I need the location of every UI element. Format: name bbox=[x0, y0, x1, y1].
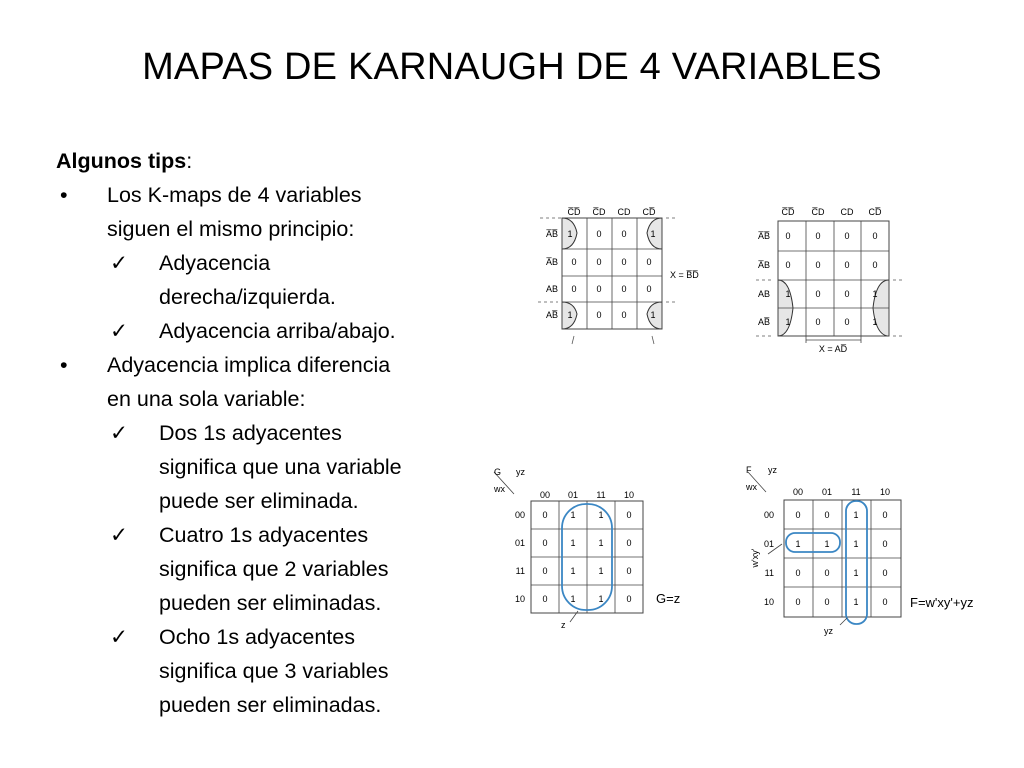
kmap-3-cell: 0 bbox=[626, 538, 632, 548]
kmap-2 bbox=[748, 196, 908, 361]
kmap-1-cell: 1 bbox=[567, 310, 573, 320]
kmap-1-col-header: CD̅ bbox=[642, 207, 656, 217]
kmap-4-cell: 0 bbox=[824, 510, 830, 520]
kmap-1-diagram bbox=[530, 196, 705, 356]
check-text: significa que una variable bbox=[159, 455, 402, 479]
kmap-1-col-header: CD bbox=[617, 207, 631, 217]
checkmark-icon: ✓ bbox=[110, 251, 129, 275]
kmap-3-cell: 0 bbox=[626, 594, 632, 604]
kmap-3-col-header: 11 bbox=[596, 490, 606, 500]
kmap-3-cell: 1 bbox=[598, 594, 604, 604]
kmap-1-row-header: AB̅ bbox=[545, 310, 558, 320]
check-text: Adyacencia arriba/abajo. bbox=[159, 319, 396, 343]
kmap-1-cell: 0 bbox=[621, 229, 627, 239]
kmap-3-cell: 0 bbox=[542, 594, 548, 604]
kmap-2-result: X = AD̅ bbox=[818, 344, 848, 354]
kmap-1-row-header: AB bbox=[545, 284, 558, 294]
kmap-3-cell: 1 bbox=[570, 510, 576, 520]
kmap-3-row-header: 11 bbox=[515, 566, 525, 576]
kmap-3-cell: 1 bbox=[570, 566, 576, 576]
kmap-2-cell: 0 bbox=[844, 317, 850, 327]
checkmark-icon: ✓ bbox=[110, 523, 129, 547]
kmap-2-cell: 0 bbox=[815, 289, 821, 299]
kmap-3-result: G=z bbox=[656, 591, 681, 606]
kmap-4-col-header: 00 bbox=[792, 487, 804, 497]
kmap-2-cell: 0 bbox=[815, 231, 821, 241]
kmap-2-cell: 0 bbox=[872, 231, 878, 241]
kmap-4-col-var: yz bbox=[768, 465, 777, 475]
kmap-3-cell: 0 bbox=[542, 566, 548, 576]
kmap-3-row-header: 01 bbox=[514, 538, 525, 548]
kmap-3-cell: 1 bbox=[598, 510, 604, 520]
slide-title: MAPAS DE KARNAUGH DE 4 VARIABLES bbox=[142, 46, 882, 88]
kmap-4-cell: 0 bbox=[882, 539, 888, 549]
kmap-4-cell: 0 bbox=[882, 597, 888, 607]
kmap-4-group-label: yz bbox=[824, 626, 833, 636]
kmap-3-group-label: z bbox=[561, 620, 566, 630]
check-text: significa que 2 variables bbox=[159, 557, 389, 581]
kmap-3-cell: 0 bbox=[626, 510, 632, 520]
kmap-4-cell: 1 bbox=[853, 597, 859, 607]
kmap-2-cell: 0 bbox=[815, 317, 821, 327]
check-text: Dos 1s adyacentes bbox=[159, 421, 342, 445]
kmap-4-cell: 1 bbox=[795, 539, 801, 549]
kmap-2-cell: 0 bbox=[815, 260, 821, 270]
kmap-2-row-header: A̅B̅ bbox=[757, 231, 770, 241]
kmap-3-row-header: 00 bbox=[514, 510, 525, 520]
kmap-3-col-header: 01 bbox=[567, 490, 579, 500]
kmap-3-diagram bbox=[490, 462, 700, 632]
kmap-1-cell: 0 bbox=[596, 284, 602, 294]
check-text: Cuatro 1s adyacentes bbox=[159, 523, 369, 547]
kmap-4-function-label: F bbox=[746, 465, 752, 475]
kmap-2-cell: 0 bbox=[844, 289, 850, 299]
kmap-1-row-header: A̅B̅ bbox=[545, 229, 558, 239]
kmap-1-cell: 0 bbox=[596, 257, 602, 267]
kmap-1-row-header: A̅B bbox=[545, 257, 558, 267]
kmap-1-col-header: C̅D bbox=[592, 207, 606, 217]
kmap-2-diagram bbox=[748, 196, 908, 356]
kmap-2-col-header: C̅D bbox=[811, 207, 825, 217]
kmap-3-col-header: 00 bbox=[539, 490, 551, 500]
kmap-4-row-var: wx bbox=[746, 482, 757, 492]
kmap-3 bbox=[490, 462, 700, 637]
kmap-2-col-header: CD̅ bbox=[868, 207, 882, 217]
kmap-3-cell: 1 bbox=[598, 566, 604, 576]
kmap-2-cell: 1 bbox=[872, 289, 878, 299]
kmap-2-cell: 0 bbox=[872, 260, 878, 270]
kmap-4-cell: 1 bbox=[853, 568, 859, 578]
bullet-text: en una sola variable: bbox=[107, 387, 306, 411]
check-text: significa que 3 variables bbox=[159, 659, 389, 683]
kmap-3-row-header: 10 bbox=[514, 594, 525, 604]
kmap-3-row-var: wx bbox=[494, 484, 505, 494]
kmap-4-cell: 0 bbox=[882, 510, 888, 520]
checkmark-icon: ✓ bbox=[110, 319, 129, 343]
kmap-1-cell: 1 bbox=[567, 229, 573, 239]
kmap-4-result: F=w'xy'+yz bbox=[910, 595, 974, 610]
kmap-2-cell: 0 bbox=[844, 231, 850, 241]
kmap-1-cell: 0 bbox=[596, 310, 602, 320]
kmap-3-col-header: 10 bbox=[623, 490, 635, 500]
kmap-4-cell: 1 bbox=[824, 539, 830, 549]
bullet-text: Los K-maps de 4 variables bbox=[107, 183, 362, 207]
kmap-2-cell: 0 bbox=[844, 260, 850, 270]
kmap-4-row-header: 11 bbox=[764, 568, 774, 578]
kmap-4-cell: 0 bbox=[795, 597, 801, 607]
kmap-1 bbox=[530, 196, 705, 361]
tips-heading: Algunos tips: bbox=[56, 149, 193, 173]
kmap-2-cell: 1 bbox=[785, 289, 791, 299]
kmap-3-cell: 0 bbox=[626, 566, 632, 576]
kmap-1-cell: 0 bbox=[646, 284, 652, 294]
kmap-1-col-header: C̅D̅ bbox=[567, 207, 581, 217]
kmap-2-row-header: AB̅ bbox=[757, 317, 770, 327]
kmap-4-cell: 0 bbox=[795, 510, 801, 520]
kmap-1-cell: 0 bbox=[621, 284, 627, 294]
bullet-item-2 bbox=[56, 348, 476, 416]
kmap-3-function-label: G bbox=[494, 467, 502, 477]
kmap-4-cell: 1 bbox=[853, 539, 859, 549]
kmap-2-cell: 1 bbox=[872, 317, 878, 327]
check-text: puede ser eliminada. bbox=[159, 489, 359, 513]
kmap-1-cell: 1 bbox=[650, 229, 656, 239]
kmap-4-cell: 0 bbox=[882, 568, 888, 578]
checkmark-icon: ✓ bbox=[110, 625, 129, 649]
kmap-1-result: X = B̅D̅ bbox=[670, 270, 699, 280]
kmap-2-row-header: A̅B bbox=[757, 260, 770, 270]
kmap-4-col-header: 01 bbox=[821, 487, 833, 497]
kmap-4-cell: 0 bbox=[824, 597, 830, 607]
kmap-4-row-header: 10 bbox=[763, 597, 774, 607]
kmap-1-cell: 0 bbox=[646, 257, 652, 267]
kmap-3-cell: 1 bbox=[570, 594, 576, 604]
kmap-4-side-label: w'xy' bbox=[750, 548, 760, 568]
kmap-1-cell: 1 bbox=[650, 310, 656, 320]
kmap-3-cell: 0 bbox=[542, 510, 548, 520]
bullet-icon: • bbox=[60, 183, 68, 207]
kmap-4-cell: 0 bbox=[824, 568, 830, 578]
kmap-2-cell: 0 bbox=[785, 260, 791, 270]
kmap-2-col-header: CD bbox=[840, 207, 854, 217]
checkmark-icon: ✓ bbox=[110, 421, 129, 445]
kmap-4-row-header: 00 bbox=[763, 510, 774, 520]
kmap-4-col-header: 10 bbox=[879, 487, 891, 497]
bullet-icon: • bbox=[60, 353, 68, 377]
check-item bbox=[56, 314, 476, 348]
kmap-2-cell: 0 bbox=[785, 231, 791, 241]
bullet-item-1 bbox=[56, 178, 476, 246]
kmap-2-row-header: AB bbox=[757, 289, 770, 299]
check-text: pueden ser eliminadas. bbox=[159, 693, 382, 717]
kmap-3-col-var: yz bbox=[516, 467, 525, 477]
check-item bbox=[56, 416, 476, 518]
check-text: Ocho 1s adyacentes bbox=[159, 625, 356, 649]
kmap-2-cell: 1 bbox=[785, 317, 791, 327]
check-item bbox=[56, 518, 476, 620]
kmap-4-col-header: 11 bbox=[851, 487, 861, 497]
kmap-1-cell: 0 bbox=[571, 284, 577, 294]
check-text: Adyacencia bbox=[159, 251, 271, 275]
tips-list bbox=[56, 144, 476, 722]
check-item bbox=[56, 620, 476, 722]
kmap-2-col-header: C̅D̅ bbox=[781, 207, 795, 217]
kmap-1-cell: 0 bbox=[621, 310, 627, 320]
kmap-4-diagram bbox=[744, 462, 1004, 642]
kmap-4-cell: 0 bbox=[795, 568, 801, 578]
kmap-4-group-pointer bbox=[840, 618, 847, 625]
kmap-1-cell: 0 bbox=[621, 257, 627, 267]
kmap-1-cell: 0 bbox=[596, 229, 602, 239]
kmap-4 bbox=[744, 462, 1004, 647]
kmap-1-corner-groups bbox=[538, 218, 678, 344]
check-text: derecha/izquierda. bbox=[159, 285, 336, 309]
kmap-3-cell: 1 bbox=[598, 538, 604, 548]
kmap-1-cell: 0 bbox=[571, 257, 577, 267]
check-text: pueden ser eliminadas. bbox=[159, 591, 382, 615]
kmap-3-cell: 0 bbox=[542, 538, 548, 548]
kmap-4-row-header: 01 bbox=[763, 539, 774, 549]
bullet-text: Adyacencia implica diferencia bbox=[107, 353, 391, 377]
bullet-text: siguen el mismo principio: bbox=[107, 217, 355, 241]
check-item bbox=[56, 246, 476, 314]
kmap-4-cell: 1 bbox=[853, 510, 859, 520]
kmap-3-cell: 1 bbox=[570, 538, 576, 548]
